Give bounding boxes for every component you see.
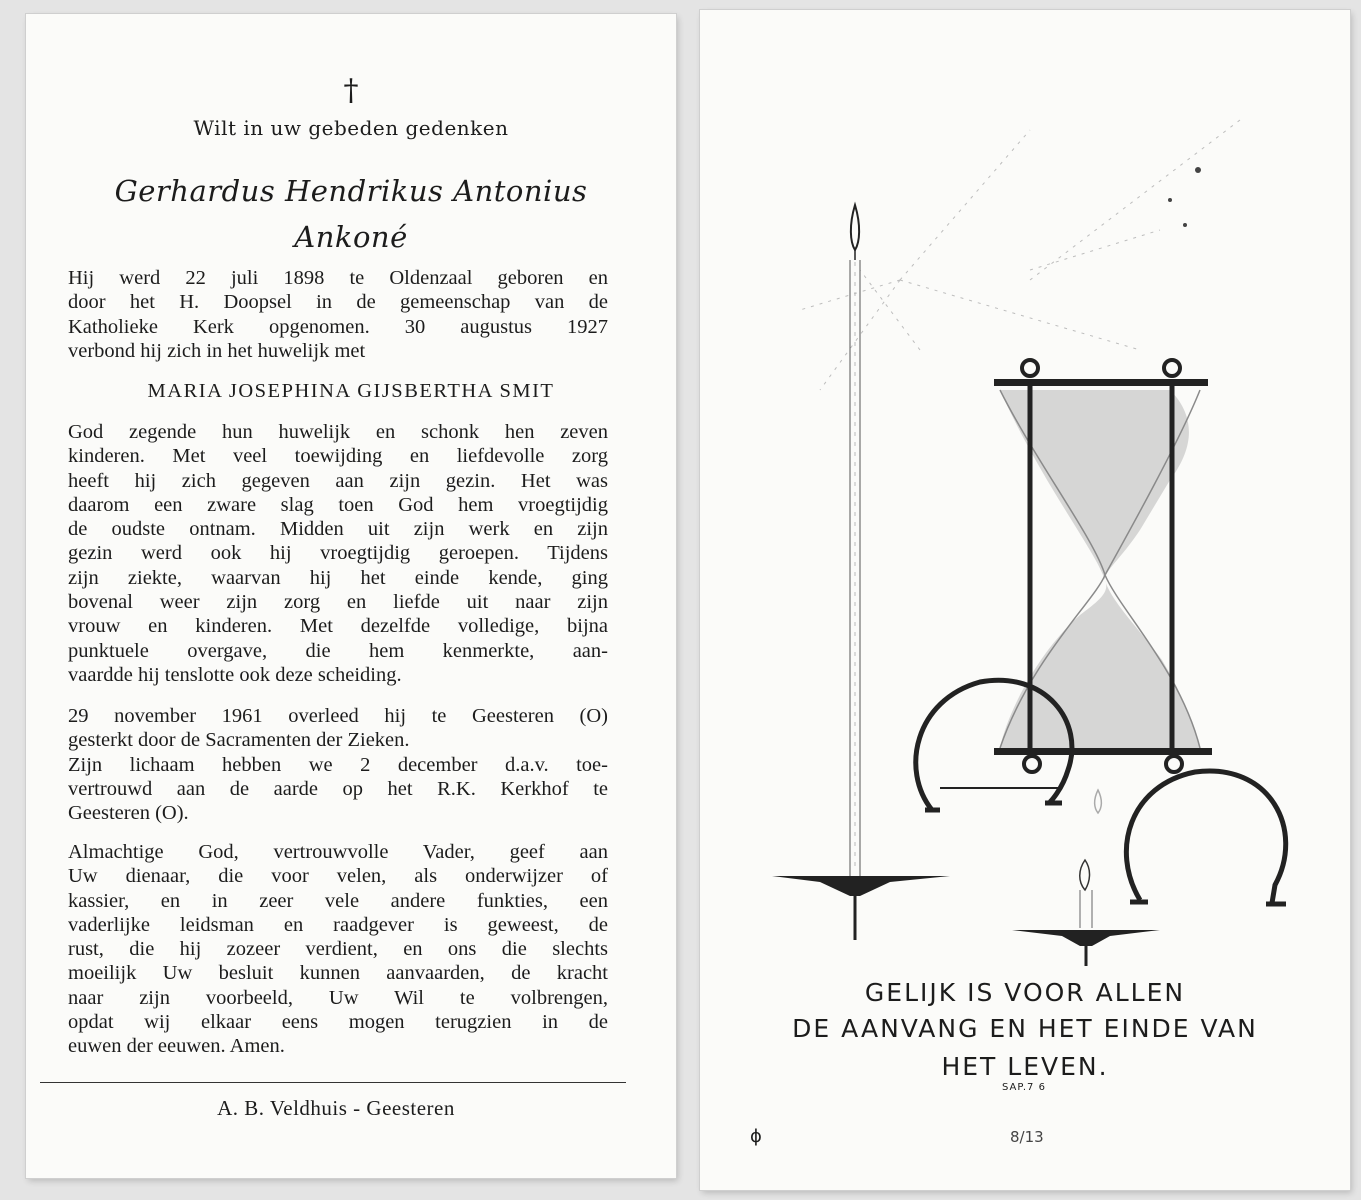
family-line: kinderen. Met veel toewijding en liefdevolle zorg	[68, 445, 608, 468]
deceased-surname: Ankoné	[294, 220, 408, 254]
birth-line: Katholieke Kerk opgenomen. 30 augustus 1927	[68, 315, 608, 338]
prayer-line: naar zijn voorbeeld, Uw Wil te volbrengen,	[68, 986, 608, 1009]
prayer-line: rust, die hij zozeer verdient, en ons die slechts	[68, 938, 608, 961]
prayer-line: vaderlijke leidsman en raadgever is geweest, de	[68, 913, 608, 936]
family-line: daarom een zware slag toen God hem vroegtijdig	[68, 493, 608, 516]
birth-line: Hij werd 22 juli 1898 te Oldenzaal geboren en	[68, 267, 608, 289]
family-line: bovenal weer zijn zorg en liefde uit naar zijn	[68, 591, 608, 614]
family-line: punktuele overgave, die hem kenmerkte, aan-	[68, 639, 608, 662]
birth-line: verbond hij zich in het huwelijk met	[68, 339, 366, 362]
cross-icon: †	[343, 73, 359, 108]
death-line: gesterkt door de Sacramenten der Zieken.	[68, 729, 410, 752]
memorial-picture-card	[700, 10, 1350, 1190]
prayer-line: Uw dienaar, die voor velen, als onderwijzer of	[68, 865, 608, 888]
motto-line: HET LEVEN.	[941, 1052, 1109, 1081]
hourglass-icon	[994, 360, 1212, 772]
family-paragraph	[68, 420, 608, 687]
motto-line: DE AANVANG EN HET EINDE VAN	[792, 1014, 1258, 1043]
death-line: vertrouwd aan de aarde op het R.K. Kerkhof te	[68, 777, 608, 800]
motto-line: GELIJK IS VOOR ALLEN	[864, 978, 1186, 1007]
prayer-line: Almachtige God, vertrouwvolle Vader, geef aan	[68, 841, 608, 863]
prayer-line: moeilijk Uw besluit kunnen aanvaarden, de kracht	[68, 962, 608, 985]
death-paragraph	[68, 704, 608, 825]
family-line: heeft hij zich gegeven aan zijn gezin. Het was	[68, 469, 608, 492]
prayer-line: opdat wij elkaar eens mogen terugzien in de	[68, 1011, 608, 1034]
death-line: 29 november 1961 overleed hij te Geesteren (O)	[68, 705, 608, 727]
deceased-given-names: Gerhardus Hendrikus Antonius	[114, 174, 588, 208]
small-candle-icon	[1012, 790, 1160, 966]
divider-rule	[40, 1082, 626, 1083]
family-line: vrouw en kinderen. Met dezelfde volledige, bijna	[68, 615, 608, 638]
tall-candle-icon	[772, 205, 950, 940]
intro-line: Wilt in uw gebeden gedenken	[193, 116, 509, 140]
candle-hourglass-candle-illustration	[700, 10, 1350, 970]
family-line: vaardde hij tenslotte ook deze scheiding.	[68, 663, 402, 686]
catalog-number: 8/13	[1010, 1128, 1044, 1146]
spouse-name: MARIA JOSEPHINA GIJSBERTHA SMIT	[147, 380, 555, 402]
death-line: Geesteren (O).	[68, 802, 189, 825]
prayer-line: euwen der eeuwen. Amen.	[68, 1035, 285, 1058]
memorial-text-card	[26, 14, 676, 1178]
family-line: gezin werd ook hij vroegtijdig geroepen. Tijdens	[68, 542, 608, 565]
family-line: God zegende hun huwelijk en schonk hen zeven	[68, 421, 608, 443]
family-line: de oudste ontnam. Midden uit zijn werk en zijn	[68, 518, 608, 541]
prayer-paragraph	[68, 840, 608, 1059]
corner-mark: ɸ	[750, 1126, 762, 1147]
death-line: Zijn lichaam hebben we 2 december d.a.v. toe-	[68, 753, 608, 776]
printer-credit: A. B. Veldhuis - Geesteren	[217, 1096, 455, 1120]
prayer-line: kassier, en in zeer vele andere funkties, een	[68, 889, 608, 912]
birth-line: door het H. Doopsel in de gemeenschap van de	[68, 291, 608, 314]
family-line: zijn ziekte, waarvan hij het einde kende, ging	[68, 566, 608, 589]
birth-paragraph	[68, 266, 608, 363]
artist-signature: SAP.7 6	[1002, 1082, 1046, 1093]
